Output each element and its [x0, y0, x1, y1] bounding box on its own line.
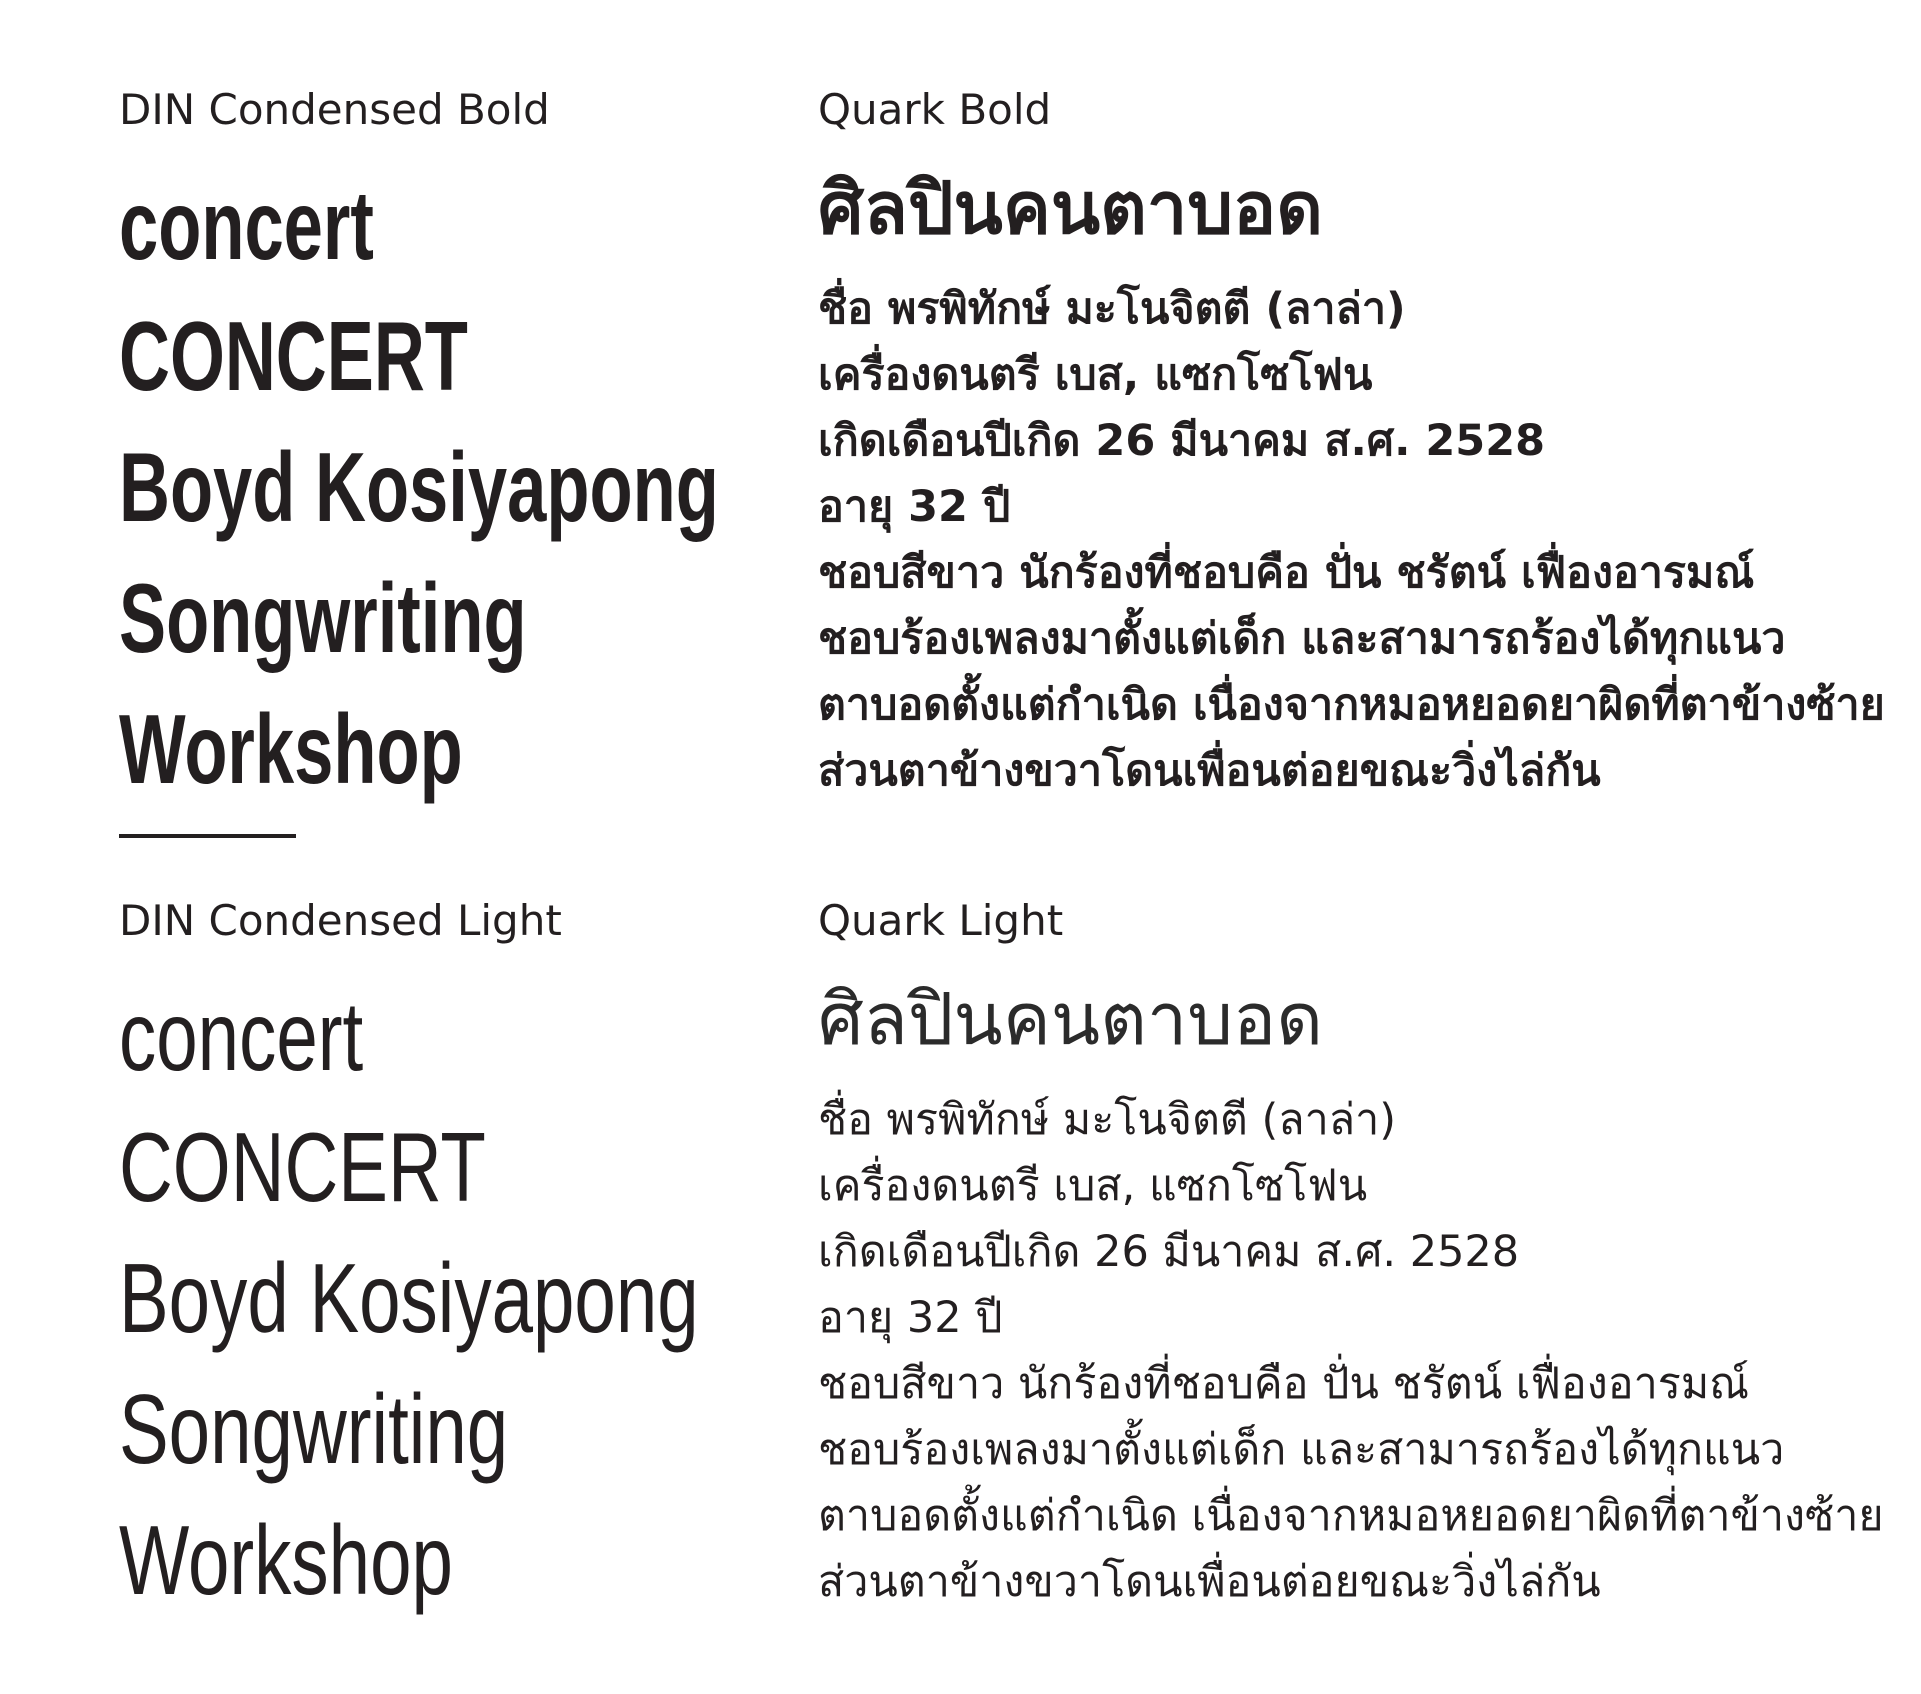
thai-bold-line: ส่วนตาข้างขวาโดนเพื่อนต่อยขณะวิ่งไล่กัน	[818, 746, 1601, 796]
thai-light-line: ส่วนตาข้างขวาโดนเพื่อนต่อยขณะวิ่งไล่กัน	[818, 1557, 1601, 1607]
thai-bold-column	[818, 82, 1908, 804]
latin-light-line: Songwriting	[119, 1374, 509, 1484]
thai-light-column	[818, 893, 1908, 1615]
latin-light-font-label: DIN Condensed Light	[119, 896, 562, 945]
thai-light-line: ตาบอดตั้งแต่กำเนิด เนื่องจากหมอหยอดยาผิดที่ตาข้างซ้าย	[818, 1491, 1884, 1541]
latin-light-line: concert	[119, 981, 364, 1091]
latin-bold-line: Boyd Kosiyapong	[119, 432, 719, 542]
thai-light-line: อายุ 32 ปี	[818, 1293, 1003, 1343]
latin-light-column	[119, 893, 819, 1626]
latin-light-sample	[119, 971, 819, 1626]
thai-light-title: ศิลปินคนตาบอด	[818, 977, 1324, 1061]
thai-light-line: เกิดเดือนปีเกิด 26 มีนาคม ส.ศ. 2528	[818, 1227, 1520, 1277]
section-divider	[119, 834, 296, 838]
latin-bold-column	[119, 82, 819, 815]
thai-bold-line: ชอบร้องเพลงมาตั้งแต่เด็ก และสามารถร้องได้ทุกแนว	[818, 614, 1786, 664]
thai-bold-font-label: Quark Bold	[818, 85, 1052, 134]
latin-bold-font-label: DIN Condensed Bold	[119, 85, 550, 134]
latin-bold-line: CONCERT	[119, 301, 468, 411]
thai-bold-body	[818, 276, 1908, 804]
latin-bold-line: Songwriting	[119, 563, 527, 673]
latin-bold-sample	[119, 160, 819, 815]
latin-light-line: Boyd Kosiyapong	[119, 1243, 699, 1353]
thai-light-body	[818, 1087, 1908, 1615]
thai-bold-line: ชื่อ พรพิทักษ์ มะโนจิตตี (ลาล่า)	[818, 284, 1406, 334]
latin-light-line: CONCERT	[119, 1112, 486, 1222]
thai-light-line: เครื่องดนตรี เบส, แซกโซโฟน	[818, 1161, 1368, 1211]
thai-light-line: ชอบสีขาว นักร้องที่ชอบคือ ปั่น ชรัตน์ เฟื่องอารมณ์	[818, 1359, 1750, 1409]
thai-bold-line: ชอบสีขาว นักร้องที่ชอบคือ ปั่น ชรัตน์ เฟื่องอารมณ์	[818, 548, 1755, 598]
thai-light-line: ชื่อ พรพิทักษ์ มะโนจิตตี (ลาล่า)	[818, 1095, 1397, 1145]
thai-bold-title: ศิลปินคนตาบอด	[818, 166, 1324, 250]
thai-bold-line: อายุ 32 ปี	[818, 482, 1011, 532]
thai-light-font-label: Quark Light	[818, 896, 1064, 945]
thai-bold-line: เครื่องดนตรี เบส, แซกโซโฟน	[818, 350, 1373, 400]
thai-light-line: ชอบร้องเพลงมาตั้งแต่เด็ก และสามารถร้องได้ทุกแนว	[818, 1425, 1785, 1475]
latin-light-line: Workshop	[119, 1505, 453, 1615]
latin-bold-line: concert	[119, 170, 374, 280]
latin-bold-line: Workshop	[119, 694, 463, 804]
thai-bold-line: ตาบอดตั้งแต่กำเนิด เนื่องจากหมอหยอดยาผิดที่ตาข้างซ้าย	[818, 680, 1885, 730]
thai-bold-line: เกิดเดือนปีเกิด 26 มีนาคม ส.ศ. 2528	[818, 416, 1546, 466]
